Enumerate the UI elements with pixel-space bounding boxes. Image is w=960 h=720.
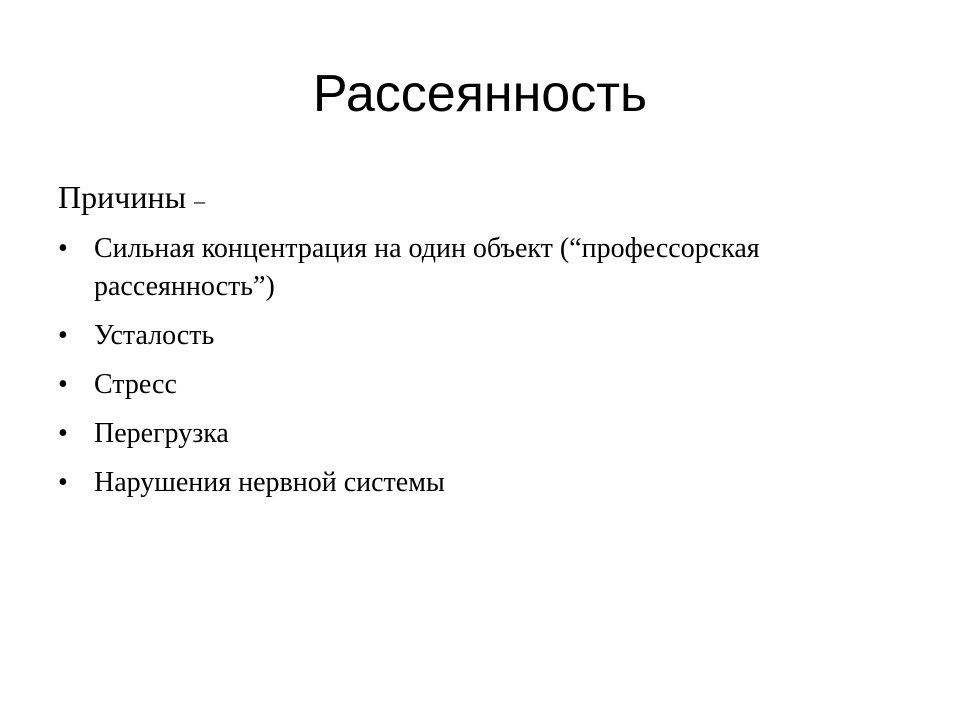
slide-title: Рассеянность — [312, 65, 648, 123]
bullet-item — [58, 230, 918, 306]
bullet-icon: • — [58, 467, 68, 498]
bullet-item-label: Стресс — [94, 369, 177, 400]
slide-content — [58, 174, 918, 513]
subheading-text: Причины — [58, 179, 187, 215]
bullet-item — [58, 415, 918, 453]
bullet-icon: • — [58, 320, 68, 351]
subheading-dash: – — [194, 188, 206, 213]
bullet-item-label: Сильная концентрация на один объект (“профессорская рассеянность”) — [94, 233, 760, 302]
bullet-item-label: Перегрузка — [94, 418, 229, 449]
bullet-icon: • — [58, 418, 68, 449]
bullet-list — [58, 230, 918, 502]
bullet-item-label: Усталость — [94, 320, 215, 351]
bullet-icon: • — [58, 233, 68, 264]
bullet-icon: • — [58, 369, 68, 400]
subheading — [58, 174, 918, 224]
bullet-item — [58, 464, 918, 502]
bullet-item-label: Нарушения нервной системы — [94, 467, 445, 498]
bullet-item — [58, 366, 918, 404]
bullet-item — [58, 317, 918, 355]
